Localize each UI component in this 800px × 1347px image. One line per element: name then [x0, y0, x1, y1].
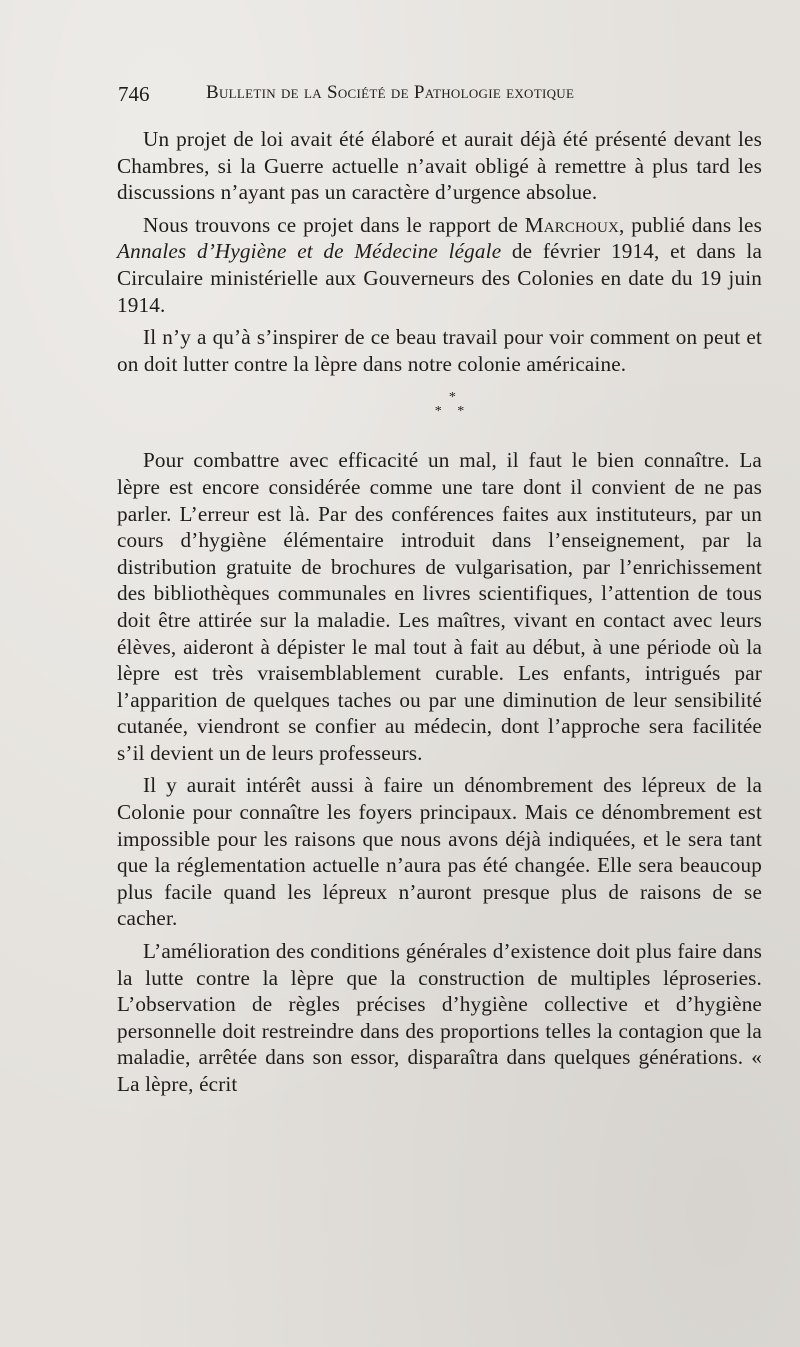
- journal-title: Annales d’Hygiène et de Médecine légale: [117, 239, 502, 264]
- author-name: Marchoux: [524, 212, 619, 237]
- paragraph-3: Il n’y a qu’à s’inspirer de ce beau travail pour voir comment on peut et on doit lutter contre la lèpre dans notre colonie américaine.: [117, 325, 762, 376]
- paragraph-2: [117, 212, 762, 318]
- paragraph-6: L’amélioration des conditions générales d’existence doit plus faire dans la lutte contre la lèpre que la construction de multiples léproseries. L’observation de règles précises d’hygiène collective et d’hygiène personnelle doit restreindre dans des proportions telles la contagion que la maladie, arrêtée dans son essor, disparaîtra dans quelques générations. « La lèpre, écrit: [117, 939, 762, 1096]
- page-header: [118, 82, 768, 112]
- asterism-bottom: * *: [434, 404, 471, 420]
- paragraph-1: Un projet de loi avait été élaboré et aurait déjà été présenté devant les Chambres, si la Guerre actuelle n’avait obligé à remettre à plus tard les discussions n’ayant pas un caractère d’urgence absolue.: [117, 127, 762, 205]
- paragraph-2-text-a: Nous trouvons ce projet dans le rapport de: [143, 212, 525, 237]
- paragraph-2-text-c: de février 1914, et dans la Circulaire ministérielle aux Gouverneurs des Colonies en date du 19 juin 1914.: [117, 239, 762, 317]
- running-title: Bulletin de la Société de Pathologie exotique: [206, 82, 575, 103]
- paragraph-5: Il y aurait intérêt aussi à faire un dénombrement des lépreux de la Colonie pour connaître les foyers principaux. Mais ce dénombrement est impossible pour les raisons que nous avons déjà indiquées, et le sera tant que la réglementation actuelle n’aura pas été changée. Elle sera beaucoup plus facile quand les lépreux n’auront presque plus de raisons de se cacher.: [117, 773, 762, 931]
- page-number: 746: [118, 82, 150, 106]
- paragraph-4: Pour combattre avec efficacité un mal, il faut le bien connaître. La lèpre est encore considérée comme une tare dont il convient de ne pas parler. L’erreur est là. Par des conférences faites aux instituteurs, par un cours d’hygiène élémentaire introduit dans l’enseignement, par la distribution gratuite de brochures de vulgarisation, par l’enrichissement des bibliothèques communales en livres scientifiques, l’attention de tous doit être attirée sur la maladie. Les maîtres, vivant en contact avec leurs élèves, aideront à dépister le mal tout à fait au début, à une période où la lèpre est très vraisemblablement curable. Les enfants, intrigués par l’apparition de quelques taches ou par une diminution de leur sensibilité cutanée, viendront se confier au médecin, dont l’approche sera facilitée s’il devient un de leurs professeurs.: [117, 448, 762, 765]
- paragraph-2-text-b: , publié dans les: [618, 212, 762, 237]
- body-text: [117, 126, 762, 1098]
- asterism-top: *: [448, 390, 457, 406]
- section-asterism: [117, 391, 762, 419]
